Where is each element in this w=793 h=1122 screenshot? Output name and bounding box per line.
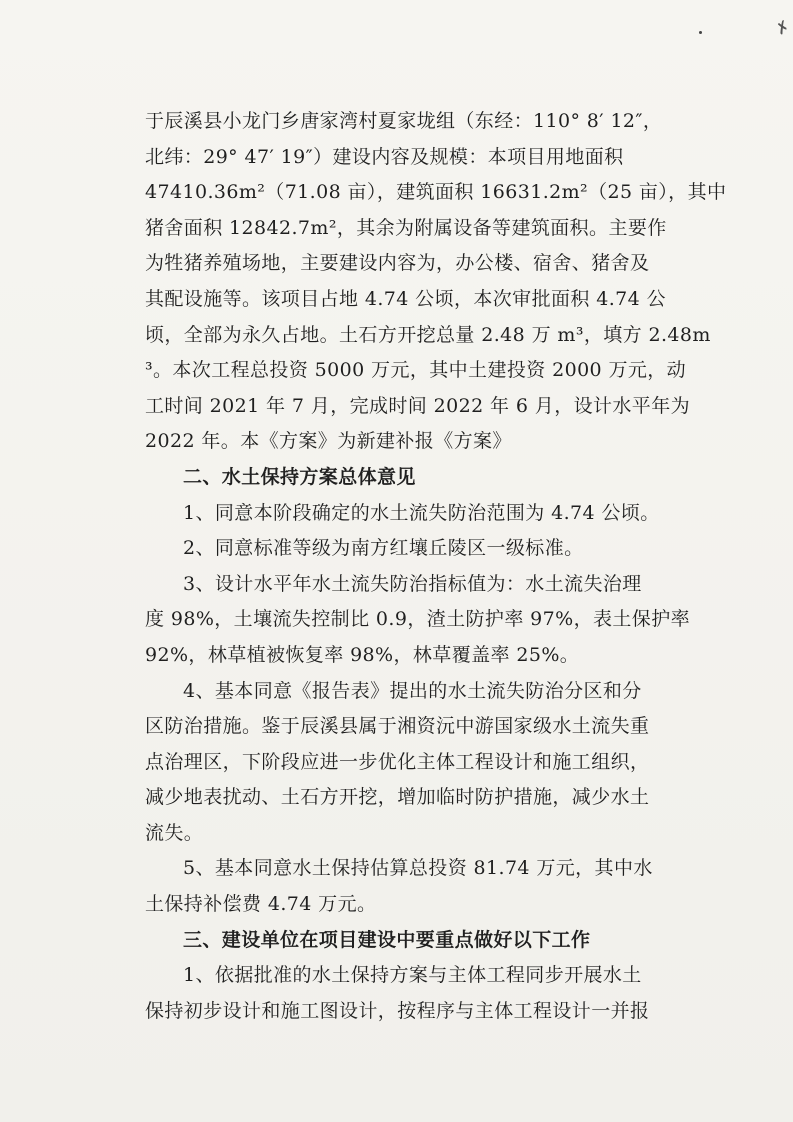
document-body bbox=[145, 104, 727, 1029]
item-2-2: 2、同意标准等级为南方红壤丘陵区一级标准。 bbox=[183, 537, 584, 560]
paragraph-project-overview: 于辰溪县小龙门乡唐家湾村夏家垅组（东经：110° 8′ 12″， 北纬：29° 47′ 19″）建设内容及规模：本项目用地面积 47410.36m²（71.08 亩），建筑面积 16631.2m²（25 亩），其中 猪舍面积 12842.7m²，其余为附属设备等建筑面积。主要作 为牲猪养殖场地，主要建设内容为，办公楼、宿舍、猪舍及 其配设施等。该项目占地 4.74 公顷，本次审批面积 4.74 公 顷，全部为永久占地。土石方开挖总量 2.48 万 m³，填方 2.48m ³。本次工程总投资 5000 万元，其中土建投资 2000 万元，动 工时间 2021 年 7 月，完成时间 2022 年 6 月，设计水平年为 2022 年。本《方案》为新建补报《方案》 bbox=[145, 110, 727, 453]
item-2-3: 3、设计水平年水土流失防治指标值为：水土流失治理 度 98%，土壤流失控制比 0.9，渣土防护率 97%，表土保护率 92%，林草植被恢复率 98%，林草覆盖率 25%。 bbox=[145, 572, 690, 666]
item-2-1: 1、同意本阶段确定的水土流失防治范围为 4.74 公顷。 bbox=[183, 501, 660, 524]
item-2-5: 5、基本同意水土保持估算总投资 81.74 万元，其中水 土保持补偿费 4.74 万元。 bbox=[145, 857, 653, 916]
section-heading-3: 三、建设单位在项目建设中要重点做好以下工作 bbox=[183, 928, 591, 951]
item-2-4: 4、基本同意《报告表》提出的水土流失防治分区和分 区防治措施。鉴于辰溪县属于湘资沅中游国家级水土流失重 点治理区，下阶段应进一步优化主体工程设计和施工组织， 减少地表扰动、土石方开挖，增加临时防护措施，减少水土 流失。 bbox=[145, 679, 650, 844]
section-heading-2: 二、水土保持方案总体意见 bbox=[183, 465, 416, 488]
scan-speck bbox=[699, 31, 702, 34]
item-3-1: 1、依据批准的水土保持方案与主体工程同步开展水土 保持初步设计和施工图设计，按程序与主体工程设计一并报 bbox=[145, 964, 650, 1022]
edge-handwriting-mark: ✗ bbox=[771, 15, 793, 40]
